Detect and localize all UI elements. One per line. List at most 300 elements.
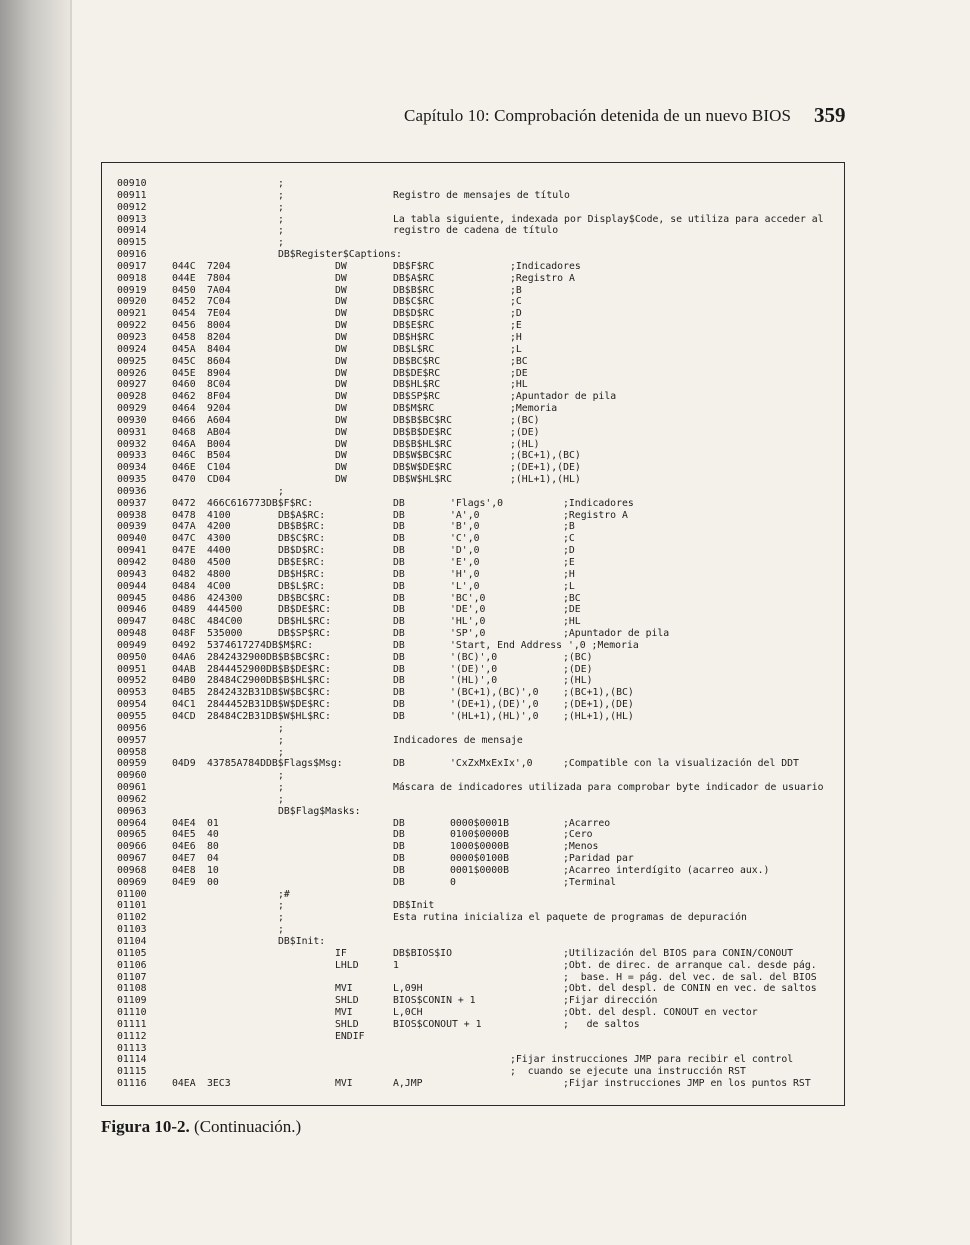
- opcode: MVI: [335, 983, 353, 995]
- address: 048C: [172, 616, 196, 628]
- listing-row: [117, 652, 837, 664]
- address: 0460: [172, 379, 196, 391]
- line-number: 00927: [117, 379, 147, 391]
- comment: ;Utilización del BIOS para CONIN/CONOUT: [563, 947, 794, 959]
- line-number: 00968: [117, 864, 147, 876]
- opcode: DW: [335, 320, 347, 332]
- comment: ;(BC+1),(BC): [563, 687, 634, 699]
- comment: ;BC: [510, 355, 528, 367]
- line-number: 00928: [117, 391, 147, 403]
- line-number: 00963: [117, 805, 147, 817]
- object-code: 8404: [207, 343, 231, 355]
- opcode: DB: [393, 710, 405, 722]
- line-number: 01111: [117, 1018, 147, 1030]
- comment: ;HL: [563, 616, 581, 628]
- comment: ;E: [510, 320, 522, 332]
- comment: ;DE: [563, 604, 581, 616]
- comment: ;(HL+1),(HL): [563, 710, 634, 722]
- line-number: 00957: [117, 734, 147, 746]
- operand: '(DE)',0: [450, 663, 498, 675]
- listing-row: [117, 853, 837, 865]
- line-number: 00954: [117, 699, 147, 711]
- object-code: 7204: [207, 260, 231, 272]
- listing-row: [117, 829, 837, 841]
- listing-row: [117, 948, 837, 960]
- opcode: DW: [335, 331, 347, 343]
- comment: ;Fijar dirección: [563, 995, 658, 1007]
- object-code: 2842432B31DB$W$BC$RC:: [207, 687, 331, 699]
- listing-row: [117, 735, 837, 747]
- object-code: 9204: [207, 403, 231, 415]
- opcode: DB: [393, 841, 405, 853]
- listing-row: [117, 486, 837, 498]
- comment: ;(HL): [563, 675, 593, 687]
- label: DB$L$RC:: [278, 580, 326, 592]
- address: 0486: [172, 592, 196, 604]
- listing-row: [117, 711, 837, 723]
- line-number: 00922: [117, 320, 147, 332]
- listing-row: [117, 368, 837, 380]
- operand: 'CxZxMxExIx',0: [450, 758, 533, 770]
- listing-row: [117, 237, 837, 249]
- line-number: 01116: [117, 1078, 147, 1090]
- line-number: 00948: [117, 628, 147, 640]
- line-number: 01100: [117, 888, 147, 900]
- address: 044C: [172, 260, 196, 272]
- address: 045A: [172, 343, 196, 355]
- listing-row: [117, 758, 837, 770]
- operand: 0000$0100B: [450, 853, 509, 865]
- object-code: 7804: [207, 272, 231, 284]
- opcode: DW: [335, 284, 347, 296]
- object-code: 8904: [207, 367, 231, 379]
- comment: ;HL: [510, 379, 528, 391]
- listing-row: [117, 889, 837, 901]
- address: 0452: [172, 296, 196, 308]
- running-header: Capítulo 10: Comprobación detenida de un nuevo BIOS: [404, 106, 792, 125]
- line-number: 01109: [117, 995, 147, 1007]
- label: ;: [278, 201, 284, 213]
- operand: DB$B$BC$RC: [393, 414, 452, 426]
- line-number: 00959: [117, 758, 147, 770]
- label: ;: [278, 722, 284, 734]
- comment: ;(BC): [510, 414, 540, 426]
- label: ;: [278, 178, 284, 189]
- opcode: DB: [393, 616, 405, 628]
- label: ;: [278, 189, 284, 201]
- address: 0468: [172, 426, 196, 438]
- listing-row: [117, 332, 837, 344]
- object-code: B004: [207, 438, 231, 450]
- opcode: DB: [393, 853, 405, 865]
- listing-row: [117, 285, 837, 297]
- object-code: 7C04: [207, 296, 231, 308]
- line-number: 01102: [117, 912, 147, 924]
- line-number: 00936: [117, 485, 147, 497]
- comment: ;Terminal: [563, 876, 617, 888]
- address: 0458: [172, 331, 196, 343]
- comment: ;Obt. del despl. de CONIN en vec. de saltos: [563, 983, 817, 995]
- address: 0489: [172, 604, 196, 616]
- operand: DB$HL$RC: [393, 379, 441, 391]
- address: 0450: [172, 284, 196, 296]
- address: 04C1: [172, 699, 196, 711]
- object-code: 4100: [207, 509, 231, 521]
- line-number: 00938: [117, 509, 147, 521]
- line-number: 00929: [117, 403, 147, 415]
- listing-row: [117, 545, 837, 557]
- line-number: 01105: [117, 947, 147, 959]
- comment: ; base. H = pág. del vec. de sal. del BIOS: [563, 971, 817, 983]
- opcode: DB: [393, 687, 405, 699]
- listing-row: [117, 604, 837, 616]
- line-number: 00961: [117, 782, 147, 794]
- opcode: DW: [335, 450, 347, 462]
- operand: '(BC)',0: [450, 651, 498, 663]
- listing-row: [117, 806, 837, 818]
- line-number: 00921: [117, 308, 147, 320]
- line-number: 00937: [117, 497, 147, 509]
- operand: registro de cadena de título: [393, 225, 559, 237]
- object-code: 8604: [207, 355, 231, 367]
- operand: BIOS$CONIN + 1: [393, 995, 476, 1007]
- listing-row: [117, 616, 837, 628]
- address: 0456: [172, 320, 196, 332]
- listing-row: [117, 640, 837, 652]
- address: 0492: [172, 639, 196, 651]
- operand: 'L',0: [450, 580, 480, 592]
- listing-row: [117, 770, 837, 782]
- operand: 'SP',0: [450, 628, 486, 640]
- listing-row: [117, 225, 837, 237]
- line-number: 00966: [117, 841, 147, 853]
- object-code: C104: [207, 462, 231, 474]
- object-code: 43785A784DDB$Flags$Msg:: [207, 758, 343, 770]
- opcode: DB: [393, 864, 405, 876]
- label: DB$C$RC:: [278, 533, 326, 545]
- listing-row: [117, 533, 837, 545]
- opcode: DB: [393, 568, 405, 580]
- listing-row: [117, 1078, 837, 1090]
- line-number: 01106: [117, 959, 147, 971]
- comment: ;Acarreo: [563, 817, 611, 829]
- object-code: 4400: [207, 545, 231, 557]
- operand: DB$M$RC: [393, 403, 435, 415]
- comment: ;B: [510, 284, 522, 296]
- address: 045E: [172, 367, 196, 379]
- figure-caption: [101, 1117, 301, 1137]
- operand: Máscara de indicadores utilizada para comprobar byte indicador de usuario: [393, 782, 824, 794]
- label: ;: [278, 793, 284, 805]
- operand: 0: [450, 876, 456, 888]
- opcode: DW: [335, 260, 347, 272]
- comment: ;Paridad par: [563, 853, 634, 865]
- comment: ;B: [563, 521, 575, 533]
- line-number: 00962: [117, 793, 147, 805]
- line-number: 00956: [117, 722, 147, 734]
- object-code: 2844452B31DB$W$DE$RC:: [207, 699, 331, 711]
- opcode: DB: [393, 651, 405, 663]
- label: DB$H$RC:: [278, 568, 326, 580]
- object-code: 4200: [207, 521, 231, 533]
- line-number: 00923: [117, 331, 147, 343]
- label: ;: [278, 225, 284, 237]
- operand: 0001$0000B: [450, 864, 509, 876]
- listing-row: [117, 818, 837, 830]
- label: DB$A$RC:: [278, 509, 326, 521]
- opcode: DW: [335, 367, 347, 379]
- operand: BIOS$CONOUT + 1: [393, 1018, 482, 1030]
- opcode: DB: [393, 663, 405, 675]
- operand: Registro de mensajes de título: [393, 189, 570, 201]
- line-number: 00949: [117, 639, 147, 651]
- line-number: 00912: [117, 201, 147, 213]
- listing-row: [117, 462, 837, 474]
- operand: DB$W$BC$RC: [393, 450, 452, 462]
- opcode: DB: [393, 876, 405, 888]
- address: 04E4: [172, 817, 196, 829]
- line-number: 00967: [117, 853, 147, 865]
- operand: 'B',0: [450, 521, 480, 533]
- operand: DB$D$RC: [393, 308, 435, 320]
- label: ;: [278, 237, 284, 249]
- operand: Esta rutina inicializa el paquete de programas de depuración: [393, 912, 747, 924]
- object-code: 01: [207, 817, 219, 829]
- opcode: DB: [393, 639, 405, 651]
- opcode: DB: [393, 829, 405, 841]
- listing-row: [117, 900, 837, 912]
- listing-row: [117, 391, 837, 403]
- listing-row: [117, 983, 837, 995]
- comment: ;Fijar instrucciones JMP en los puntos RST: [563, 1078, 811, 1090]
- address: 04A6: [172, 651, 196, 663]
- operand: 'A',0: [450, 509, 480, 521]
- label: ;: [278, 900, 284, 912]
- address: 046E: [172, 462, 196, 474]
- address: 0466: [172, 414, 196, 426]
- listing-row: [117, 1019, 837, 1031]
- listing-row: [117, 214, 837, 226]
- address: 04E9: [172, 876, 196, 888]
- line-number: 00951: [117, 663, 147, 675]
- line-number: 00918: [117, 272, 147, 284]
- label: DB$HL$RC:: [278, 616, 332, 628]
- listing-row: [117, 794, 837, 806]
- label: DB$SP$RC:: [278, 628, 332, 640]
- opcode: DB: [393, 580, 405, 592]
- operand: 'H',0: [450, 568, 480, 580]
- operand: DB$W$HL$RC: [393, 474, 452, 486]
- object-code: 4500: [207, 557, 231, 568]
- listing-row: [117, 450, 837, 462]
- opcode: DW: [335, 379, 347, 391]
- opcode: DB: [393, 521, 405, 533]
- operand: DB$W$DE$RC: [393, 462, 452, 474]
- object-code: 04: [207, 853, 219, 865]
- opcode: DW: [335, 308, 347, 320]
- comment: ;BC: [563, 592, 581, 604]
- object-code: 4800: [207, 568, 231, 580]
- operand: DB$DE$RC: [393, 367, 441, 379]
- object-code: 10: [207, 864, 219, 876]
- label: DB$DE$RC:: [278, 604, 332, 616]
- opcode: DB: [393, 628, 405, 640]
- comment: ;C: [563, 533, 575, 545]
- opcode: DW: [335, 272, 347, 284]
- operand: DB$B$RC: [393, 284, 435, 296]
- listing-row: [117, 960, 837, 972]
- address: 0472: [172, 497, 196, 509]
- listing-row: [117, 924, 837, 936]
- operand: DB$H$RC: [393, 331, 435, 343]
- operand: '(HL)',0: [450, 675, 498, 687]
- page-edge: [70, 0, 72, 1245]
- label: DB$E$RC:: [278, 557, 326, 568]
- line-number: 00926: [117, 367, 147, 379]
- book-gutter-shadow: [0, 0, 70, 1245]
- operand: 'Flags',0: [450, 497, 504, 509]
- listing-row: [117, 664, 837, 676]
- object-code: 5374617274DB$M$RC:: [207, 639, 314, 651]
- operand: 1: [393, 959, 399, 971]
- object-code: 8C04: [207, 379, 231, 391]
- listing-row: [117, 1054, 837, 1066]
- opcode: DW: [335, 462, 347, 474]
- address: 048F: [172, 628, 196, 640]
- comment: ; de saltos: [563, 1018, 640, 1030]
- line-number: 00933: [117, 450, 147, 462]
- object-code: 424300: [207, 592, 243, 604]
- listing-row: [117, 498, 837, 510]
- line-number: 01103: [117, 924, 147, 936]
- comment: ;(HL): [510, 438, 540, 450]
- listing-row: [117, 699, 837, 711]
- address: 0484: [172, 580, 196, 592]
- opcode: DB: [393, 545, 405, 557]
- line-number: 00952: [117, 675, 147, 687]
- comment: ;(HL+1),(HL): [510, 474, 581, 486]
- object-code: 8F04: [207, 391, 231, 403]
- line-number: 01113: [117, 1042, 147, 1054]
- comment: ;L: [563, 580, 575, 592]
- operand: 'HL',0: [450, 616, 486, 628]
- listing-row: [117, 439, 837, 451]
- address: 0464: [172, 403, 196, 415]
- operand: DB$A$RC: [393, 272, 435, 284]
- listing-row: [117, 1031, 837, 1043]
- listing-row: [117, 320, 837, 332]
- operand: DB$BIOS$IO: [393, 947, 452, 959]
- listing-row: [117, 178, 837, 190]
- object-code: 2844452900DB$B$DE$RC:: [207, 663, 331, 675]
- opcode: DB: [393, 758, 405, 770]
- operand: DB$F$RC: [393, 260, 435, 272]
- comment: ;(BC): [563, 651, 593, 663]
- line-number: 00932: [117, 438, 147, 450]
- object-code: 2842432900DB$B$BC$RC:: [207, 651, 331, 663]
- label: DB$B$RC:: [278, 521, 326, 533]
- line-number: 00915: [117, 237, 147, 249]
- label: ;: [278, 912, 284, 924]
- listing-row: [117, 593, 837, 605]
- label: ;: [278, 924, 284, 936]
- listing-row: [117, 936, 837, 948]
- comment: ;Memoria: [510, 403, 558, 415]
- listing-row: [117, 521, 837, 533]
- comment: ;D: [563, 545, 575, 557]
- line-number: 00953: [117, 687, 147, 699]
- line-number: 00945: [117, 592, 147, 604]
- line-number: 00969: [117, 876, 147, 888]
- line-number: 00955: [117, 710, 147, 722]
- listing-row: [117, 510, 837, 522]
- object-code: 4C00: [207, 580, 231, 592]
- opcode: DB: [393, 497, 405, 509]
- opcode: DW: [335, 355, 347, 367]
- opcode: DB: [393, 533, 405, 545]
- opcode: DW: [335, 403, 347, 415]
- line-number: 01104: [117, 936, 147, 947]
- address: 04E6: [172, 841, 196, 853]
- line-number: 00920: [117, 296, 147, 308]
- comment: ;H: [563, 568, 575, 580]
- address: 044E: [172, 272, 196, 284]
- opcode: DB: [393, 817, 405, 829]
- opcode: LHLD: [335, 959, 359, 971]
- address: 047A: [172, 521, 196, 533]
- listing-row: [117, 628, 837, 640]
- line-number: 00935: [117, 474, 147, 486]
- address: 04EA: [172, 1078, 196, 1090]
- label: DB$BC$RC:: [278, 592, 332, 604]
- listing-row: [117, 427, 837, 439]
- address: 047C: [172, 533, 196, 545]
- operand: DB$SP$RC: [393, 391, 441, 403]
- line-number: 00916: [117, 249, 147, 261]
- operand: L,0CH: [393, 1007, 423, 1019]
- object-code: 535000: [207, 628, 243, 640]
- comment: ;Obt. de direc. de arranque cal. desde pág.: [563, 959, 817, 971]
- opcode: DW: [335, 296, 347, 308]
- listing-row: [117, 190, 837, 202]
- line-number: 00965: [117, 829, 147, 841]
- label: DB$Flag$Masks:: [278, 805, 361, 817]
- line-number: 00941: [117, 545, 147, 557]
- label: DB$Register$Captions:: [278, 249, 402, 261]
- line-number: 00943: [117, 568, 147, 580]
- comment: ;Acarreo interdígito (acarreo aux.): [563, 864, 770, 876]
- comment: ;Apuntador de pila: [510, 391, 617, 403]
- comment: ;Registro A: [510, 272, 575, 284]
- line-number: 01115: [117, 1066, 147, 1078]
- opcode: DB: [393, 604, 405, 616]
- comment: ;D: [510, 308, 522, 320]
- object-code: 7A04: [207, 284, 231, 296]
- operand: '(BC+1),(BC)',0: [450, 687, 539, 699]
- line-number: 01107: [117, 971, 147, 983]
- listing-row: [117, 995, 837, 1007]
- listing-row: [117, 273, 837, 285]
- opcode: MVI: [335, 1078, 353, 1090]
- listing-row: [117, 747, 837, 759]
- operand: DB$B$DE$RC: [393, 426, 452, 438]
- opcode: DW: [335, 391, 347, 403]
- line-number: 01110: [117, 1007, 147, 1019]
- operand: L,09H: [393, 983, 423, 995]
- label: ;: [278, 734, 284, 746]
- comment: ;Apuntador de pila: [563, 628, 670, 640]
- label: ;: [278, 485, 284, 497]
